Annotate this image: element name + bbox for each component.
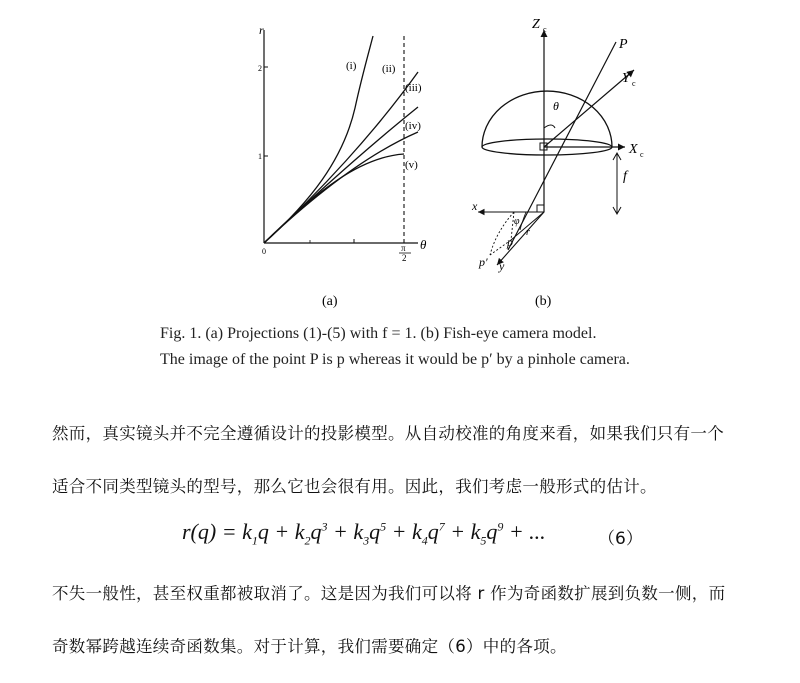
label-y: Y bbox=[622, 71, 630, 86]
curve-label-iv: (iv) bbox=[405, 120, 421, 132]
equation-lhs: r(q) = bbox=[182, 519, 243, 544]
theta-axis-label: θ bbox=[420, 237, 427, 252]
label-x-sub: c bbox=[640, 150, 644, 159]
paragraph-2-line-1: 不失一般性，甚至权重都被取消了。这是因为我们可以将 r 作为奇函数扩展到负数一侧，而 bbox=[52, 584, 726, 603]
panel-a-plot bbox=[258, 23, 427, 309]
panel-b-label: (b) bbox=[535, 294, 552, 309]
curve-i bbox=[264, 36, 373, 243]
figure-caption-line-1: Fig. 1. (a) Projections (1)-(5) with f = 1. (b) Fish-eye camera model. bbox=[160, 325, 597, 342]
label-p-prime: p′ bbox=[479, 255, 488, 269]
x-tick-pi: π bbox=[401, 243, 406, 253]
label-x: X bbox=[629, 142, 638, 157]
curve-label-iii: (iii) bbox=[405, 82, 422, 94]
y-tick-2: 2 bbox=[258, 64, 262, 73]
equation-term-1: $k_1q$ bbox=[242, 519, 269, 548]
equation-number: （6） bbox=[598, 529, 643, 549]
label-z: Z bbox=[532, 17, 540, 32]
equation-term-4: + $k_4q^7$ bbox=[386, 519, 445, 548]
x-tick-two: 2 bbox=[402, 253, 407, 263]
equation-term-5: + $k_5q^9$ bbox=[444, 519, 504, 548]
image-y-axis bbox=[497, 212, 544, 265]
label-z-sub: c bbox=[543, 25, 547, 34]
r-axis-label: r bbox=[259, 23, 264, 37]
y-tick-1: 1 bbox=[258, 152, 262, 161]
label-phi: φ bbox=[514, 216, 520, 227]
figure-caption-line-2: The image of the point P is p whereas it would be p′ by a pinhole camera. bbox=[160, 351, 630, 368]
equation-terms bbox=[242, 519, 504, 548]
equation-6 bbox=[182, 519, 546, 548]
label-f: f bbox=[623, 169, 627, 184]
label-r-small: r bbox=[526, 227, 530, 238]
equation-term-2: + $k_2q^3$ bbox=[268, 519, 328, 548]
paragraph-2-line-2: 奇数幂跨越连续奇函数集。对于计算，我们需要确定（6）中的各项。 bbox=[52, 637, 567, 656]
curve-label-i: (i) bbox=[346, 60, 357, 72]
equation-tail: + ... bbox=[503, 519, 546, 544]
equation-term-3: + $k_3q^5$ bbox=[327, 519, 387, 548]
label-img-y: y bbox=[499, 259, 505, 273]
curve-ii bbox=[264, 72, 418, 243]
label-p: p bbox=[507, 235, 513, 249]
paragraph-1-line-1: 然而，真实镜头并不完全遵循设计的投影模型。从自动校准的角度来看，如果我们只有一个 bbox=[52, 424, 724, 443]
label-theta: θ bbox=[553, 99, 559, 113]
curve-v bbox=[264, 154, 404, 243]
curve-label-ii: (ii) bbox=[382, 63, 396, 75]
origin-label: 0 bbox=[262, 247, 266, 256]
paragraph-1-line-2: 适合不同类型镜头的型号，那么它也会很有用。因此，我们考虑一般形式的估计。 bbox=[52, 477, 657, 496]
panel-a-label: (a) bbox=[322, 294, 338, 309]
label-img-x: x bbox=[472, 199, 478, 213]
label-y-sub: c bbox=[632, 79, 636, 88]
label-P: P bbox=[619, 37, 628, 52]
curve-label-v: (v) bbox=[405, 159, 418, 171]
ray-P bbox=[508, 42, 616, 250]
panel-b-diagram bbox=[471, 17, 644, 309]
